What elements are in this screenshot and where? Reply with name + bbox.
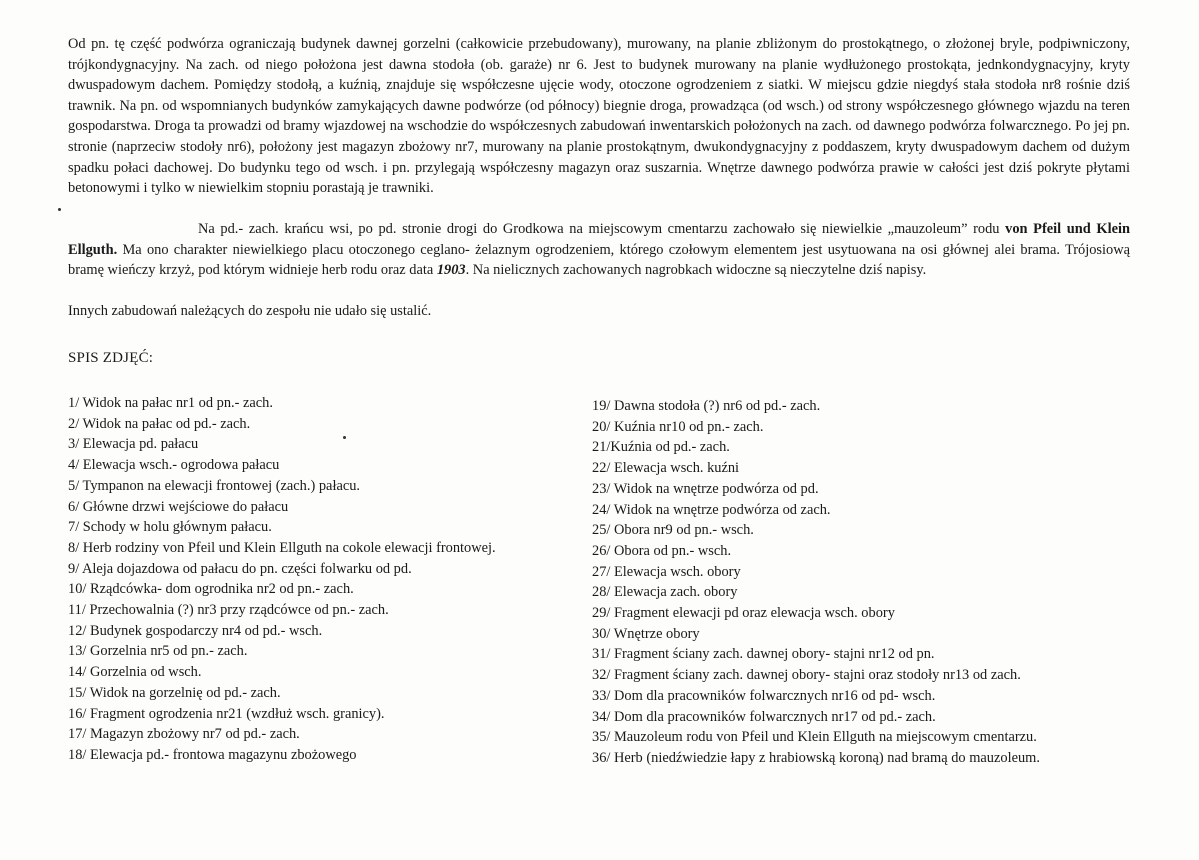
photo-list-item: 30/ Wnętrze obory [592,625,700,642]
photo-list-item: 25/ Obora nr9 od pn.- wsch. [592,522,754,539]
photo-list-item: 19/ Dawna stodoła (?) nr6 od pd.- zach. [592,398,821,414]
paragraph-farmyard-description: Od pn. tę część podwórza ograniczają budynek dawnej gorzelni (całkowicie przebudowany), murowany, na planie zbliżonym do prostokątnego, o złożonej bryle, podpiwniczony, trójkondygnacyjny. Na zach. od niego położona jest dawna stodoła (ob. garaże) nr 6. Jest to budynek murowany na planie wydłużonego prostokąta, jednkondygnacyjny, kryty dwuspadowym dachem. Pomiędzy stodołą, a kuźnią, znajduje się współczesne ujęcie wody, otoczone ogrodzeniem z siatki. W miejscu gdzie niegdyś stała stodoła nr8 rośnie dziś trawnik. Na pn. od wspomnianych budynków zamykających dawne podwórze (od północy) biegnie droga, prowadząca (od wsch.) od strony współczesnego głównego wjazdu na teren gospodarstwa. Droga ta prowadzi od bramy wjazdowej na wschodzie do współczesnych zabudowań inwentarskich położonych na zach. od dawnego podwórza folwarcznego. Po jej pn. stronie (naprzeciw stodoły nr6), położony jest magazyn zbożowy nr7, murowany na planie prostokątnym, dwukondygnacyjny z poddaszem, kryty dwuspadowym dachem od dużym spadku połaci dachowej. Do budynku tego od wsch. i pn. przylegają współczesny magazyn oraz suszarnia. Wnętrze dawnego podwórza prawie w całości jest dziś pokryte płytami betonowymi i tylko w niewielkim stopniu porastają je trawniki. [68,36,1130,197]
photo-list-item: 15/ Widok na gorzelnię od pd.- zach. [68,684,281,701]
photo-list-item: 31/ Fragment ściany zach. dawnej obory- stajni nr12 od pn. [592,646,935,663]
photo-list-item: 11/ Przechowalnia (?) nr3 przy rządcówce od pn.- zach. [68,602,389,619]
photo-list-item: 16/ Fragment ogrodzenia nr21 (wzdłuż wsch. granicy). [68,705,385,722]
photo-list-item: 4/ Elewacja wsch.- ogrodowa pałacu [68,457,280,474]
photo-list-item: 34/ Dom dla pracowników folwarcznych nr17 od pd.- zach. [592,708,936,725]
photo-list-item: 36/ Herb (niedźwiedzie łapy z hrabiowską koroną) nad bramą do mauzoleum. [592,749,1040,766]
photo-list-right-column [592,396,1152,769]
photo-list-item: 2/ Widok na pałac od pd.- zach. [68,415,251,432]
photo-list-item: 13/ Gorzelnia nr5 od pn.- zach. [68,643,248,660]
photo-list-heading: SPIS ZDJĘĆ: [68,350,154,366]
paragraph-mausoleum-description [68,219,1130,281]
photo-list-item: 29/ Fragment elewacji pd oraz elewacja wsch. obory [592,605,895,622]
photo-list-item: 33/ Dom dla pracowników folwarcznych nr16 od pd- wsch. [592,687,936,704]
photo-list-item: 6/ Główne drzwi wejściowe do pałacu [68,498,289,515]
photo-list-item: 5/ Tympanon na elewacji frontowej (zach.) pałacu. [68,477,361,494]
scan-speck [343,436,346,439]
photo-list-left-column [68,393,588,766]
photo-list-item: 17/ Magazyn zbożowy nr7 od pd.- zach. [68,726,300,743]
photo-list-item: 27/ Elewacja wsch. obory [592,563,741,580]
photo-list-item: 23/ Widok na wnętrze podwórza od pd. [592,480,819,497]
photo-list-item: 32/ Fragment ściany zach. dawnej obory- stajni oraz stodoły nr13 od zach. [592,667,1021,684]
photo-list-item: 18/ Elewacja pd.- frontowa magazynu zbożowego [68,746,357,763]
photo-list-item: 9/ Aleja dojazdowa od pałacu do pn. części folwarku od pd. [68,560,412,577]
mausoleum-text-intro: Na pd.- zach. krańcu wsi, po pd. stronie drogi do Grodkowa na miejscowym cmentarzu zachowało się niewielkie „mauzoleum” rodu [198,221,1006,237]
mausoleum-text-end: . Na nielicznych zachowanych nagrobkach widoczne są nieczytelne dziś napisy. [465,262,927,279]
paragraph-other-buildings: Innych zabudowań należących do zespołu nie udało się ustalić. [68,303,432,319]
photo-list-item: 10/ Rządcówka- dom ogrodnika nr2 od pn.- zach. [68,581,354,598]
photo-list-item: 28/ Elewacja zach. obory [592,584,738,601]
mausoleum-text-middle: Ma ono charakter niewielkiego placu otoczonego ceglano- żelaznym ogrodzeniem, którego czołowym elementem jest usytuowana na osi głównej alei brama. Trójosiową bramę wieńczy krzyż, pod którym widnieje herb rodu oraz data [68,241,1130,279]
photo-list-item: 22/ Elewacja wsch. kuźni [592,460,740,477]
photo-list-item: 7/ Schody w holu głównym pałacu. [68,519,272,536]
photo-list-item: 35/ Mauzoleum rodu von Pfeil und Klein Ellguth na miejscowym cmentarzu. [592,729,1037,746]
photo-list-item: 1/ Widok na pałac nr1 od pn.- zach. [68,395,273,411]
photo-list-item: 26/ Obora od pn.- wsch. [592,542,732,559]
photo-list-item: 12/ Budynek gospodarczy nr4 od pd.- wsch. [68,622,323,639]
photo-list-item: 14/ Gorzelnia od wsch. [68,664,202,681]
gate-date: 1903 [436,262,466,279]
photo-list-item: 20/ Kuźnia nr10 od pn.- zach. [592,418,764,435]
family-name-bold: von Pfeil und Klein Ellguth. [68,221,1130,258]
photo-list-item: 8/ Herb rodziny von Pfeil und Klein Ellguth na cokole elewacji frontowej. [68,539,496,556]
scan-speck [58,208,61,211]
photo-list-item: 24/ Widok na wnętrze podwórza od zach. [592,501,831,518]
photo-list-item: 3/ Elewacja pd. pałacu [68,436,199,453]
photo-list-item: 21/Kuźnia od pd.- zach. [592,439,730,456]
